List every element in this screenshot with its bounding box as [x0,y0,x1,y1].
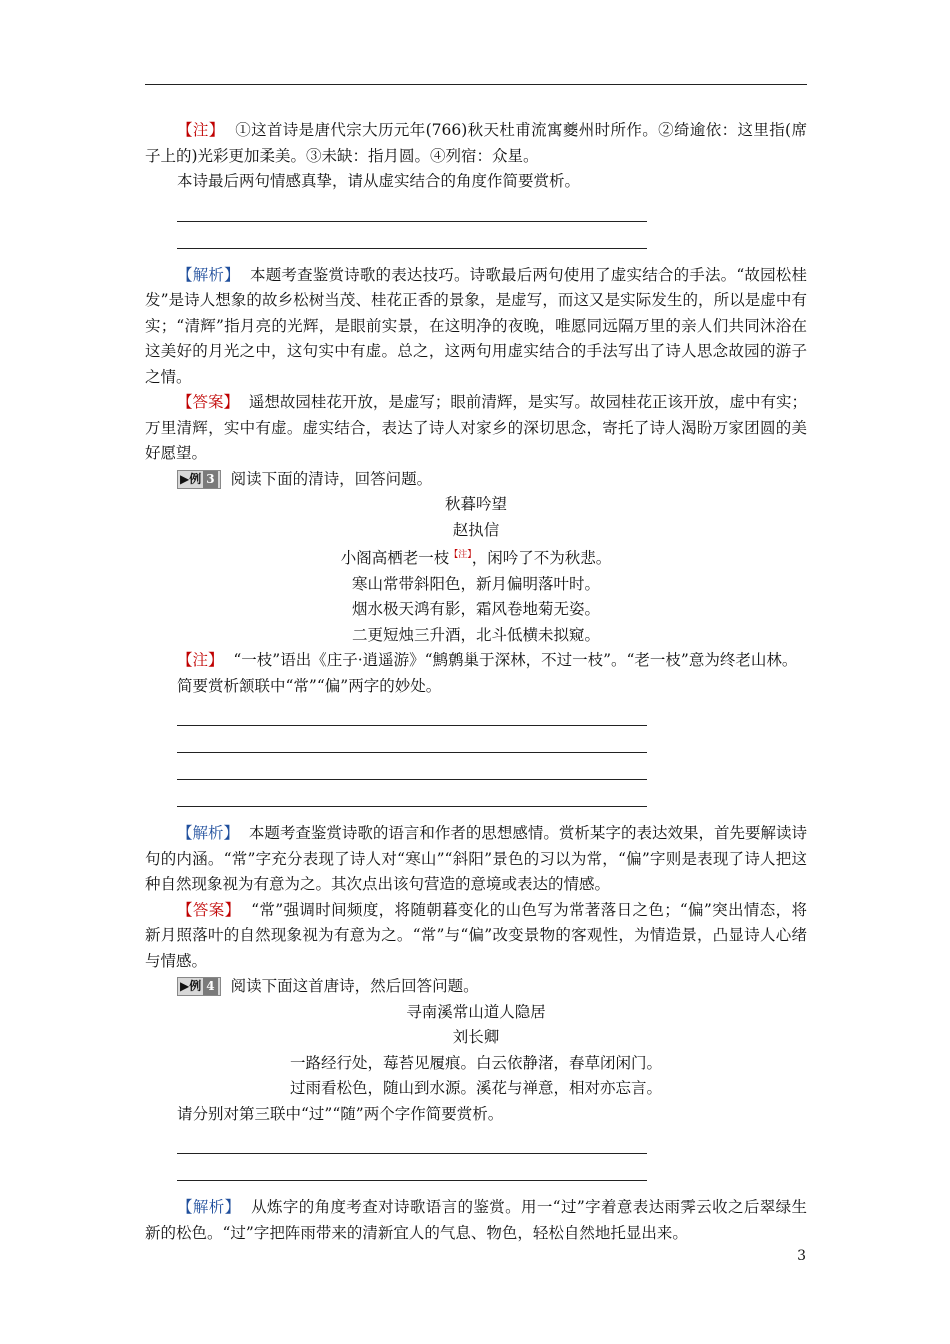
answer-line [177,195,647,222]
poem-title: 寻南溪常山道人隐居 [406,1002,546,1021]
analysis-tag: 【解析】 [177,265,240,284]
analysis-paragraph: 【解析】 本题考查鉴赏诗歌的语言和作者的思想感情。赏析某字的表达效果，首先要解读诗句的内涵。“常”字充分表现了诗人对“寒山”“斜阳”景色的习以为常，“偏”字则是表现了诗人把这种自然现象视为有意为之。其次点出该句营造的意境或表达的情感。 [145,824,807,894]
analysis-tag: 【解析】 [177,1198,241,1217]
note-paragraph: 【注】 “一枝”语出《庄子·逍遥游》“鹪鹩巢于深林，不过一枝”。“老一枝”意为终老山林。 [177,651,798,670]
poem-author: 刘长卿 [452,1028,500,1047]
example-3-heading [145,467,807,493]
analysis-text: 本题考查鉴赏诗歌的表达技巧。诗歌最后两句使用了虚实结合的手法。“故园松桂发”是诗人想象的故乡松树当茂、桂花正香的景象，是虚写，而这又是实际发生的，所以是虚中有实；“清辉”指月亮的光辉，是眼前实景，在这明净的夜晚，唯愿同远隔万里的亲人们共同沐浴在这美好的月光之中，这句实中有虚。总之，这两句用虚实结合的手法写出了诗人思念故园的游子之情。 [145,265,807,386]
page-number: 3 [797,1248,806,1264]
analysis-paragraph [145,263,807,391]
example-badge: ▶ 例 3 [177,470,221,489]
answer-tag: 【答案】 [177,900,241,919]
answer-line [177,780,647,807]
note-marker: 【注】 [449,550,472,560]
note-paragraph [145,118,807,169]
poem-line: 过雨看松色，随山到水源。溪花与禅意，相对亦忘言。 [289,1079,662,1098]
analysis-tag: 【解析】 [177,824,240,843]
poem-line: 寒山常带斜阳色，新月偏明落叶时。 [351,574,600,593]
answer-paragraph [145,390,807,467]
question-text: 请分别对第三联中“过”“随”两个字作简要赏析。 [177,1104,504,1123]
answer-text: 遥想故园桂花开放，是虚写；眼前清辉，是实写。故园桂花正该开放，虚中有实；万里清辉，实中有虚。虚实结合，表达了诗人对家乡的深切思念，寄托了诗人渴盼万家团圆的美好愿望。 [145,393,807,462]
poem-title: 秋暮吟望 [444,495,507,513]
poem-line: 烟水极天鸿有影，霜风卷地菊无姿。 [351,600,600,619]
poem-line: 一路经行处，莓苔见履痕。白云依静渚，春草闭闲门。 [289,1053,662,1072]
note-text: ①这首诗是唐代宗大历元年(766)秋天杜甫流寓夔州时所作。②绮逾依：这里指(席子上的)光彩更加柔美。③未缺：指月圆。④列宿：众星。 [145,121,807,165]
answer-line [177,699,647,726]
example-4-heading [145,974,807,1000]
answer-line [177,726,647,753]
answer-tag: 【答案】 [177,393,240,411]
note-tag: 【注】 [177,121,225,139]
note-tag: 【注】 [177,651,224,670]
poem-line: 小阁高栖老一枝$^{【注】}$，闲吟了不为秋悲。 [340,549,612,568]
poem-author: 赵执信 [452,520,500,539]
analysis-paragraph: 【解析】 从炼字的角度考查对诗歌语言的鉴赏。用一“过”字着意表达雨霁云收之后翠绿生新的松色。“过”字把阵雨带来的清新宜人的气息、物色，轻松自然地托显出来。 [145,1198,807,1242]
question-text: 本诗最后两句情感真挚，请从虚实结合的角度作简要赏析。 [177,172,581,190]
example-prompt: 阅读下面这首唐诗，然后回答问题。 [230,977,479,996]
example-badge: ▶ 例 4 [177,977,221,996]
header-rule [145,84,807,85]
answer-line [177,1127,647,1154]
page-content [145,118,807,1246]
poem-line: 二更短烛三升酒，北斗低横未拟窥。 [351,625,600,644]
answer-line [177,753,647,780]
answer-paragraph: 【答案】 “常”强调时间频度，将随朝暮变化的山色写为常著落日之色；“偏”突出情态，将新月照落叶的自然现象视为有意为之。“常”与“偏”改变景物的客观性，为情造景，凸显诗人心绪与情感。 [145,900,807,970]
answer-line [177,1154,647,1181]
example-prompt: 阅读下面的清诗，回答问题。 [230,469,433,488]
question-text: 简要赏析颔联中“常”“偏”两字的妙处。 [177,676,442,695]
answer-line [177,222,647,249]
